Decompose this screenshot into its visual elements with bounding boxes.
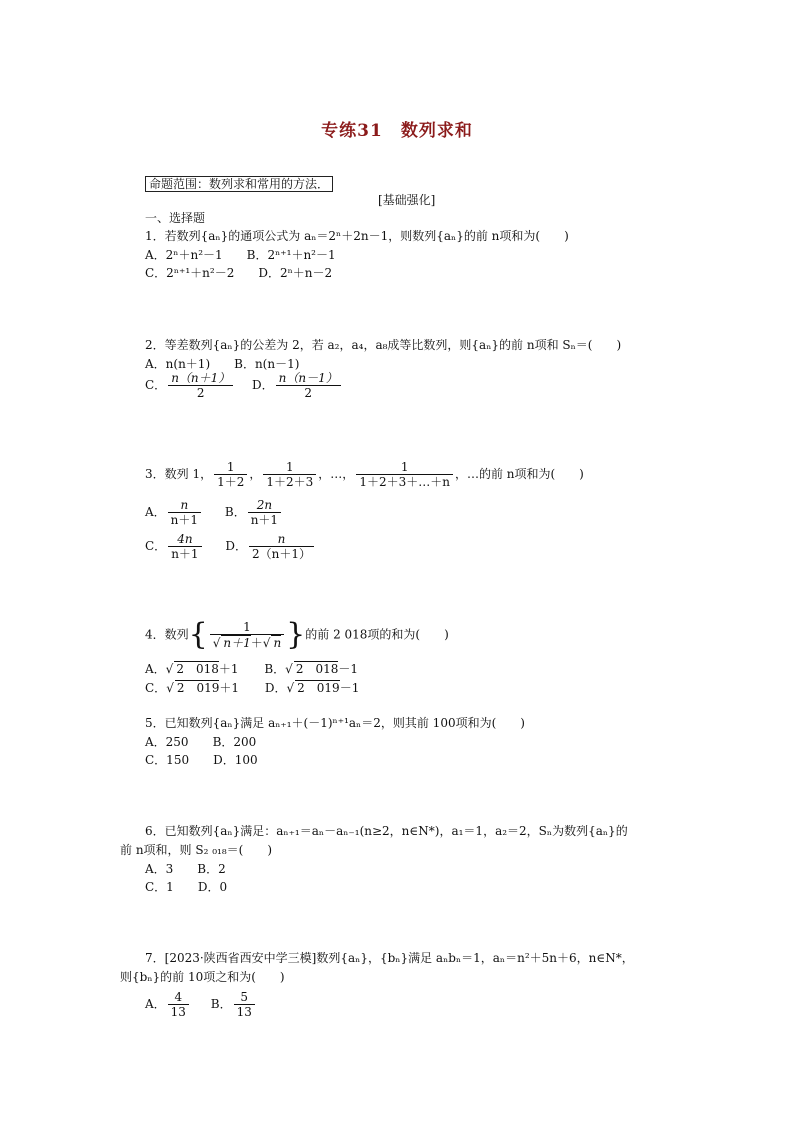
- q2-c-label: C．: [145, 378, 167, 392]
- q2-d-label: D．: [252, 378, 274, 392]
- q2-option-c: [145, 371, 235, 400]
- q2-options-ab: A．n(n＋1) B．n(n－1): [145, 357, 300, 371]
- q4-options-cd: C．√ 2 019＋1 D．√ 2 019－1: [145, 681, 360, 695]
- section-label: [基础强化]: [378, 193, 436, 207]
- q2-stem: 2．等差数列{aₙ}的公差为 2，若 a₂，a₄，a₈成等比数列，则{aₙ}的前 n项和 Sₙ＝( ): [145, 338, 622, 352]
- q5-options-ab: A．250 B．200: [145, 735, 257, 749]
- page-title: 专练31 数列求和: [321, 121, 473, 141]
- q3-frac-3: $\frac{1}{1+2+3+\dots+n}$: [356, 460, 453, 489]
- part-heading: 一、选择题: [145, 211, 206, 225]
- q4-options-ab: A．√ 2 018＋1 B．√ 2 018－1: [145, 662, 359, 676]
- q5-options-cd: C．150 D．100: [145, 753, 258, 767]
- q3-options-ab: A． $\frac{n}{n+1}$ B． $\frac{2n}{n+1}$: [145, 498, 283, 527]
- q2-d-fraction: $\frac{n(n-1)}{2}$: [276, 371, 341, 400]
- q2-option-d: [252, 371, 343, 400]
- q1-stem: 1．若数列{aₙ}的通项公式为 aₙ＝2ⁿ＋2n－1，则数列{aₙ}的前 n项和为( ): [145, 229, 569, 243]
- q6-stem-line1: 6．已知数列{aₙ}满足：aₙ₊₁＝aₙ－aₙ₋₁(n≥2，n∈N*)，a₁＝1，a₂＝2，Sₙ为数列{aₙ}的: [145, 824, 628, 838]
- q3-options-cd: C． $\frac{4n}{n+1}$ D． $\frac{n}{2(n+1)}$: [145, 532, 316, 561]
- q6-options-cd: C．1 D．0: [145, 880, 228, 894]
- q3-frac-1: $\frac{1}{1+2}$: [214, 460, 247, 489]
- scope-box: 命题范围：数列求和常用的方法．: [145, 176, 333, 192]
- q4-stem: 4．数列{ $\frac{1}{√ n+1+√ n}$ }的前 2 018项的和为( ): [145, 617, 449, 652]
- q1-options-ab: A．2ⁿ＋n²－1 B．2ⁿ⁺¹＋n²－1: [145, 248, 336, 262]
- q6-options-ab: A．3 B．2: [145, 862, 226, 876]
- q5-stem: 5．已知数列{aₙ}满足 aₙ₊₁＋(－1)ⁿ⁺¹aₙ＝2，则其前 100项和为( ): [145, 716, 525, 730]
- q7-stem-line1: 7．[2023·陕西省西安中学三模]数列{aₙ}，{bₙ}满足 aₙbₙ＝1，aₙ＝n²＋5n＋6，n∈N*，: [145, 951, 634, 965]
- q3-stem: 3．数列 1， $\frac{1}{1+2}$ ， $\frac{1}{1+2+3}$ ，…， $\frac{1}{1+2+3+\dots+n}$ ，…的前 n项和为( ): [145, 460, 584, 489]
- q4-fraction: $\frac{1}{√ n+1+√ n}$: [210, 620, 284, 650]
- q6-stem-line2: 前 n项和，则 S₂ ₀₁₈＝( ): [120, 843, 272, 857]
- q7-stem-line2: 则{bₙ}的前 10项之和为( ): [120, 970, 285, 984]
- q2-c-fraction: $\frac{n(n+1)}{2}$: [168, 371, 233, 400]
- q7-options-ab: A． $\frac{4}{13}$ B． $\frac{5}{13}$: [145, 990, 257, 1019]
- q1-options-cd: C．2ⁿ⁺¹＋n²－2 D．2ⁿ＋n－2: [145, 266, 333, 280]
- q3-frac-2: $\frac{1}{1+2+3}$: [263, 460, 316, 489]
